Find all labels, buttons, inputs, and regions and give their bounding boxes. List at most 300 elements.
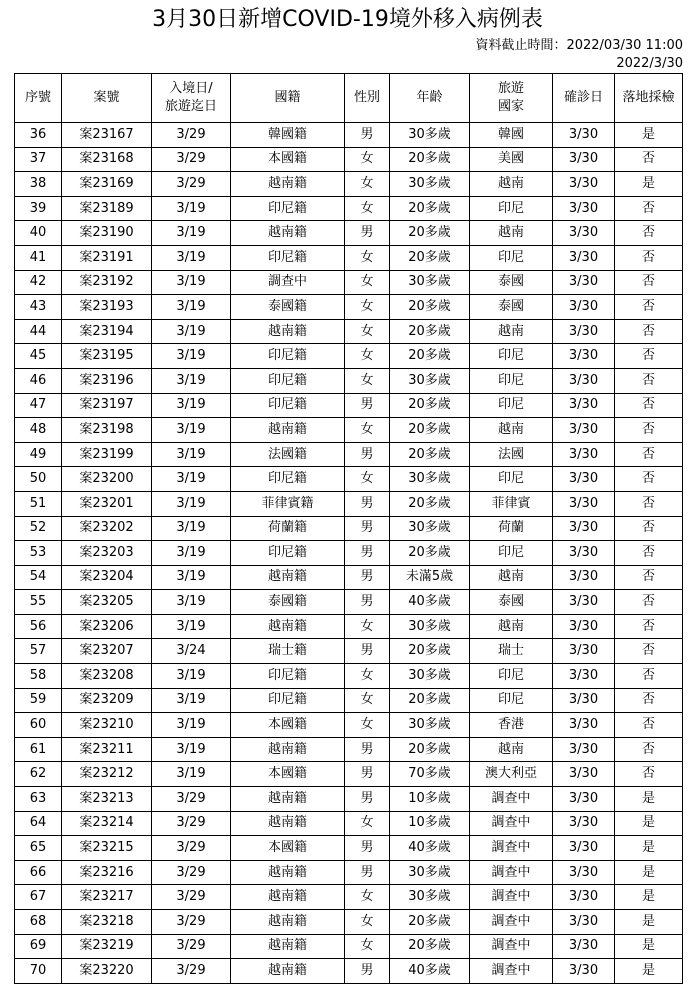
cell-confirm-date: 3/30 (553, 688, 615, 713)
cell-travel-country: 調查中 (470, 959, 553, 984)
cell-sex: 女 (345, 885, 390, 910)
cell-travel-country: 越南 (470, 418, 553, 443)
cell-serial: 66 (15, 860, 62, 885)
cell-serial: 63 (15, 787, 62, 812)
cell-entry-date: 3/29 (152, 885, 231, 910)
header-line: 性別 (353, 90, 380, 105)
cell-travel-country: 越南 (470, 172, 553, 197)
cell-serial: 47 (15, 393, 62, 418)
table-row (15, 196, 683, 221)
header-line: 旅遊迄日 (164, 99, 217, 114)
table-row (15, 590, 683, 615)
cell-age: 20多歲 (390, 737, 470, 762)
cell-age: 30多歲 (390, 860, 470, 885)
cell-entry-date: 3/19 (152, 590, 231, 615)
table-row (15, 270, 683, 295)
cell-entry-date: 3/19 (152, 319, 231, 344)
cell-travel-country: 越南 (470, 319, 553, 344)
cell-case-number: 案23200 (62, 467, 152, 492)
cell-case-number: 案23189 (62, 196, 152, 221)
cell-confirm-date: 3/30 (553, 836, 615, 861)
cell-arrival-test: 否 (615, 713, 683, 738)
cell-age: 30多歲 (390, 123, 470, 148)
cell-case-number: 案23219 (62, 934, 152, 959)
cell-nationality: 越南籍 (231, 959, 345, 984)
header-line: 旅遊 (497, 81, 524, 96)
cell-sex: 女 (345, 147, 390, 172)
cell-confirm-date: 3/30 (553, 442, 615, 467)
header-line: 序號 (24, 90, 51, 105)
cell-nationality: 越南籍 (231, 418, 345, 443)
cell-confirm-date: 3/30 (553, 910, 615, 935)
cell-arrival-test: 否 (615, 516, 683, 541)
cell-nationality: 越南籍 (231, 565, 345, 590)
cell-sex: 男 (345, 836, 390, 861)
table-row (15, 147, 683, 172)
cell-entry-date: 3/19 (152, 245, 231, 270)
header-line: 國家 (497, 99, 524, 114)
cell-arrival-test: 是 (615, 885, 683, 910)
cell-case-number: 案23216 (62, 860, 152, 885)
cell-serial: 61 (15, 737, 62, 762)
cell-age: 20多歲 (390, 639, 470, 664)
cell-serial: 70 (15, 959, 62, 984)
cell-serial: 59 (15, 688, 62, 713)
cell-sex: 女 (345, 910, 390, 935)
cell-age: 20多歲 (390, 491, 470, 516)
cell-nationality: 印尼籍 (231, 196, 345, 221)
cell-sex: 男 (345, 959, 390, 984)
cell-entry-date: 3/29 (152, 934, 231, 959)
cell-nationality: 印尼籍 (231, 393, 345, 418)
cell-case-number: 案23213 (62, 787, 152, 812)
cell-travel-country: 香港 (470, 713, 553, 738)
cell-age: 20多歲 (390, 221, 470, 246)
cell-sex: 女 (345, 664, 390, 689)
table-row (15, 934, 683, 959)
cell-nationality: 本國籍 (231, 713, 345, 738)
cell-travel-country: 調查中 (470, 885, 553, 910)
cell-entry-date: 3/19 (152, 713, 231, 738)
cell-case-number: 案23169 (62, 172, 152, 197)
cell-confirm-date: 3/30 (553, 123, 615, 148)
cell-travel-country: 調查中 (470, 910, 553, 935)
cell-serial: 54 (15, 565, 62, 590)
cell-age: 40多歲 (390, 836, 470, 861)
table-row (15, 885, 683, 910)
cell-confirm-date: 3/30 (553, 590, 615, 615)
cell-confirm-date: 3/30 (553, 418, 615, 443)
cell-arrival-test: 是 (615, 787, 683, 812)
cell-case-number: 案23168 (62, 147, 152, 172)
cell-confirm-date: 3/30 (553, 934, 615, 959)
cell-nationality: 荷蘭籍 (231, 516, 345, 541)
cell-sex: 男 (345, 639, 390, 664)
cell-nationality: 印尼籍 (231, 541, 345, 566)
cell-confirm-date: 3/30 (553, 811, 615, 836)
cell-serial: 50 (15, 467, 62, 492)
cell-entry-date: 3/19 (152, 368, 231, 393)
cell-serial: 64 (15, 811, 62, 836)
cell-serial: 36 (15, 123, 62, 148)
cell-confirm-date: 3/30 (553, 516, 615, 541)
cell-entry-date: 3/19 (152, 467, 231, 492)
cell-travel-country: 法國 (470, 442, 553, 467)
cell-travel-country: 印尼 (470, 664, 553, 689)
cell-serial: 56 (15, 614, 62, 639)
cell-arrival-test: 是 (615, 959, 683, 984)
cell-nationality: 本國籍 (231, 762, 345, 787)
cell-sex: 女 (345, 245, 390, 270)
cell-arrival-test: 否 (615, 270, 683, 295)
cell-case-number: 案23199 (62, 442, 152, 467)
cell-arrival-test: 否 (615, 393, 683, 418)
cell-age: 20多歲 (390, 245, 470, 270)
cell-sex: 女 (345, 344, 390, 369)
cell-nationality: 泰國籍 (231, 295, 345, 320)
cell-travel-country: 瑞士 (470, 639, 553, 664)
cell-confirm-date: 3/30 (553, 319, 615, 344)
cell-travel-country: 泰國 (470, 295, 553, 320)
cell-arrival-test: 否 (615, 295, 683, 320)
table-row (15, 393, 683, 418)
cell-entry-date: 3/24 (152, 639, 231, 664)
cell-arrival-test: 是 (615, 811, 683, 836)
cell-arrival-test: 否 (615, 565, 683, 590)
header-confirm-date (553, 74, 615, 123)
table-row (15, 688, 683, 713)
cell-sex: 女 (345, 368, 390, 393)
cell-case-number: 案23205 (62, 590, 152, 615)
table-row (15, 664, 683, 689)
cell-serial: 67 (15, 885, 62, 910)
cell-case-number: 案23214 (62, 811, 152, 836)
cell-travel-country: 美國 (470, 147, 553, 172)
cell-case-number: 案23203 (62, 541, 152, 566)
cell-entry-date: 3/29 (152, 910, 231, 935)
cell-case-number: 案23196 (62, 368, 152, 393)
table-row (15, 910, 683, 935)
cell-confirm-date: 3/30 (553, 541, 615, 566)
cell-nationality: 越南籍 (231, 737, 345, 762)
cell-serial: 39 (15, 196, 62, 221)
cell-arrival-test: 是 (615, 836, 683, 861)
cell-entry-date: 3/29 (152, 147, 231, 172)
cell-travel-country: 荷蘭 (470, 516, 553, 541)
table-row (15, 860, 683, 885)
table-row (15, 319, 683, 344)
cell-confirm-date: 3/30 (553, 860, 615, 885)
cell-age: 30多歲 (390, 713, 470, 738)
cell-serial: 68 (15, 910, 62, 935)
cell-nationality: 越南籍 (231, 614, 345, 639)
cell-age: 70多歲 (390, 762, 470, 787)
cell-nationality: 印尼籍 (231, 344, 345, 369)
cell-case-number: 案23198 (62, 418, 152, 443)
cell-arrival-test: 否 (615, 639, 683, 664)
cell-entry-date: 3/29 (152, 811, 231, 836)
table-row (15, 491, 683, 516)
cell-nationality: 越南籍 (231, 172, 345, 197)
cell-sex: 女 (345, 418, 390, 443)
cell-sex: 女 (345, 811, 390, 836)
cell-confirm-date: 3/30 (553, 664, 615, 689)
cell-arrival-test: 否 (615, 614, 683, 639)
cell-case-number: 案23208 (62, 664, 152, 689)
cell-confirm-date: 3/30 (553, 491, 615, 516)
cell-age: 10多歲 (390, 811, 470, 836)
cell-entry-date: 3/29 (152, 787, 231, 812)
cell-arrival-test: 否 (615, 541, 683, 566)
cell-entry-date: 3/29 (152, 836, 231, 861)
cell-confirm-date: 3/30 (553, 713, 615, 738)
cell-travel-country: 印尼 (470, 245, 553, 270)
cell-sex: 男 (345, 221, 390, 246)
cell-confirm-date: 3/30 (553, 959, 615, 984)
table-row (15, 836, 683, 861)
cell-age: 20多歲 (390, 442, 470, 467)
cell-serial: 40 (15, 221, 62, 246)
cell-travel-country: 印尼 (470, 393, 553, 418)
cell-nationality: 印尼籍 (231, 368, 345, 393)
cell-entry-date: 3/19 (152, 614, 231, 639)
table-row (15, 762, 683, 787)
table-row (15, 295, 683, 320)
cell-travel-country: 調查中 (470, 787, 553, 812)
cell-age: 20多歲 (390, 418, 470, 443)
cell-confirm-date: 3/30 (553, 614, 615, 639)
cell-travel-country: 印尼 (470, 688, 553, 713)
cell-arrival-test: 否 (615, 664, 683, 689)
cell-confirm-date: 3/30 (553, 737, 615, 762)
cell-confirm-date: 3/30 (553, 245, 615, 270)
cell-confirm-date: 3/30 (553, 565, 615, 590)
cell-sex: 男 (345, 393, 390, 418)
table-row (15, 639, 683, 664)
cell-case-number: 案23202 (62, 516, 152, 541)
cell-nationality: 法國籍 (231, 442, 345, 467)
cell-case-number: 案23220 (62, 959, 152, 984)
cell-sex: 男 (345, 565, 390, 590)
cell-arrival-test: 否 (615, 319, 683, 344)
header-line: 落地採檢 (622, 90, 675, 105)
cell-case-number: 案23217 (62, 885, 152, 910)
cell-age: 20多歲 (390, 934, 470, 959)
cell-age: 30多歲 (390, 368, 470, 393)
cell-entry-date: 3/29 (152, 860, 231, 885)
header-travel-country (470, 74, 553, 123)
cell-arrival-test: 否 (615, 147, 683, 172)
cell-confirm-date: 3/30 (553, 368, 615, 393)
cell-sex: 男 (345, 516, 390, 541)
cell-entry-date: 3/29 (152, 172, 231, 197)
table-row (15, 467, 683, 492)
cell-serial: 48 (15, 418, 62, 443)
cell-case-number: 案23193 (62, 295, 152, 320)
cell-age: 20多歲 (390, 541, 470, 566)
cell-case-number: 案23204 (62, 565, 152, 590)
table-row (15, 245, 683, 270)
cell-entry-date: 3/19 (152, 270, 231, 295)
cell-age: 30多歲 (390, 885, 470, 910)
cell-case-number: 案23197 (62, 393, 152, 418)
cell-confirm-date: 3/30 (553, 172, 615, 197)
cell-nationality: 越南籍 (231, 860, 345, 885)
cell-arrival-test: 是 (615, 860, 683, 885)
document-title: 3月30日新增COVID-19境外移入病例表 (152, 7, 543, 32)
cell-nationality: 韓國籍 (231, 123, 345, 148)
cell-nationality: 印尼籍 (231, 688, 345, 713)
cell-serial: 44 (15, 319, 62, 344)
header-age (390, 74, 470, 123)
cell-nationality: 瑞士籍 (231, 639, 345, 664)
cell-case-number: 案23209 (62, 688, 152, 713)
cell-serial: 57 (15, 639, 62, 664)
cell-arrival-test: 否 (615, 737, 683, 762)
cell-arrival-test: 否 (615, 762, 683, 787)
cell-case-number: 案23211 (62, 737, 152, 762)
cell-serial: 65 (15, 836, 62, 861)
cell-confirm-date: 3/30 (553, 196, 615, 221)
cell-sex: 女 (345, 319, 390, 344)
table-row (15, 541, 683, 566)
cell-sex: 男 (345, 737, 390, 762)
table-row (15, 959, 683, 984)
cell-sex: 男 (345, 541, 390, 566)
cell-arrival-test: 否 (615, 245, 683, 270)
cell-confirm-date: 3/30 (553, 467, 615, 492)
cell-travel-country: 澳大利亞 (470, 762, 553, 787)
cell-age: 20多歲 (390, 196, 470, 221)
cell-confirm-date: 3/30 (553, 270, 615, 295)
cell-sex: 男 (345, 762, 390, 787)
cell-sex: 女 (345, 688, 390, 713)
table-header-row (15, 74, 683, 123)
cell-case-number: 案23195 (62, 344, 152, 369)
cell-case-number: 案23194 (62, 319, 152, 344)
cell-serial: 46 (15, 368, 62, 393)
cell-age: 未滿5歲 (390, 565, 470, 590)
cell-serial: 62 (15, 762, 62, 787)
cell-arrival-test: 否 (615, 688, 683, 713)
cell-travel-country: 印尼 (470, 368, 553, 393)
header-line: 國籍 (274, 90, 301, 105)
cell-sex: 男 (345, 123, 390, 148)
cell-serial: 37 (15, 147, 62, 172)
cell-age: 40多歲 (390, 590, 470, 615)
cell-arrival-test: 否 (615, 467, 683, 492)
cell-case-number: 案23191 (62, 245, 152, 270)
cell-sex: 女 (345, 196, 390, 221)
cell-nationality: 越南籍 (231, 319, 345, 344)
table-row (15, 221, 683, 246)
cell-case-number: 案23206 (62, 614, 152, 639)
cell-travel-country: 調查中 (470, 934, 553, 959)
cell-serial: 45 (15, 344, 62, 369)
cell-travel-country: 越南 (470, 565, 553, 590)
cell-age: 30多歲 (390, 516, 470, 541)
cell-arrival-test: 否 (615, 491, 683, 516)
table-row (15, 565, 683, 590)
cell-travel-country: 越南 (470, 614, 553, 639)
cell-travel-country: 印尼 (470, 541, 553, 566)
cell-entry-date: 3/19 (152, 762, 231, 787)
cell-entry-date: 3/29 (152, 123, 231, 148)
cell-sex: 女 (345, 295, 390, 320)
cell-case-number: 案23210 (62, 713, 152, 738)
cell-travel-country: 越南 (470, 221, 553, 246)
cell-arrival-test: 否 (615, 590, 683, 615)
cell-travel-country: 印尼 (470, 467, 553, 492)
cell-age: 20多歲 (390, 344, 470, 369)
cell-nationality: 越南籍 (231, 221, 345, 246)
header-line: 年齡 (416, 90, 443, 105)
table-row (15, 787, 683, 812)
cell-sex: 女 (345, 467, 390, 492)
cell-arrival-test: 否 (615, 442, 683, 467)
header-line: 入境日/ (169, 81, 213, 96)
cell-serial: 58 (15, 664, 62, 689)
cell-arrival-test: 是 (615, 123, 683, 148)
cell-entry-date: 3/19 (152, 442, 231, 467)
cell-nationality: 越南籍 (231, 934, 345, 959)
cell-travel-country: 調查中 (470, 811, 553, 836)
cell-sex: 女 (345, 270, 390, 295)
table-row (15, 344, 683, 369)
cell-serial: 38 (15, 172, 62, 197)
table-row (15, 737, 683, 762)
cell-case-number: 案23167 (62, 123, 152, 148)
case-table (14, 73, 683, 984)
cell-serial: 41 (15, 245, 62, 270)
data-cutoff-time: 資料截止時間：2022/03/30 11:00 (475, 38, 683, 53)
cell-serial: 69 (15, 934, 62, 959)
cell-serial: 60 (15, 713, 62, 738)
cell-entry-date: 3/19 (152, 737, 231, 762)
header-arrival-test (615, 74, 683, 123)
table-row (15, 418, 683, 443)
cell-age: 30多歲 (390, 614, 470, 639)
header-entry-date (152, 74, 231, 123)
cell-age: 30多歲 (390, 664, 470, 689)
cell-entry-date: 3/19 (152, 418, 231, 443)
header-line: 案號 (93, 90, 120, 105)
cell-entry-date: 3/19 (152, 541, 231, 566)
table-row (15, 172, 683, 197)
table-row (15, 123, 683, 148)
cell-arrival-test: 否 (615, 344, 683, 369)
cell-arrival-test: 是 (615, 172, 683, 197)
cell-nationality: 越南籍 (231, 787, 345, 812)
header-case-number (62, 74, 152, 123)
cell-age: 10多歲 (390, 787, 470, 812)
cell-sex: 男 (345, 787, 390, 812)
header-nationality (231, 74, 345, 123)
table-row (15, 811, 683, 836)
cell-age: 30多歲 (390, 172, 470, 197)
cell-travel-country: 韓國 (470, 123, 553, 148)
cell-nationality: 泰國籍 (231, 590, 345, 615)
cell-arrival-test: 否 (615, 368, 683, 393)
cell-case-number: 案23190 (62, 221, 152, 246)
cell-nationality: 印尼籍 (231, 245, 345, 270)
cell-sex: 女 (345, 614, 390, 639)
cell-arrival-test: 否 (615, 418, 683, 443)
table-row (15, 368, 683, 393)
cell-sex: 女 (345, 172, 390, 197)
cell-entry-date: 3/19 (152, 196, 231, 221)
cell-entry-date: 3/19 (152, 295, 231, 320)
